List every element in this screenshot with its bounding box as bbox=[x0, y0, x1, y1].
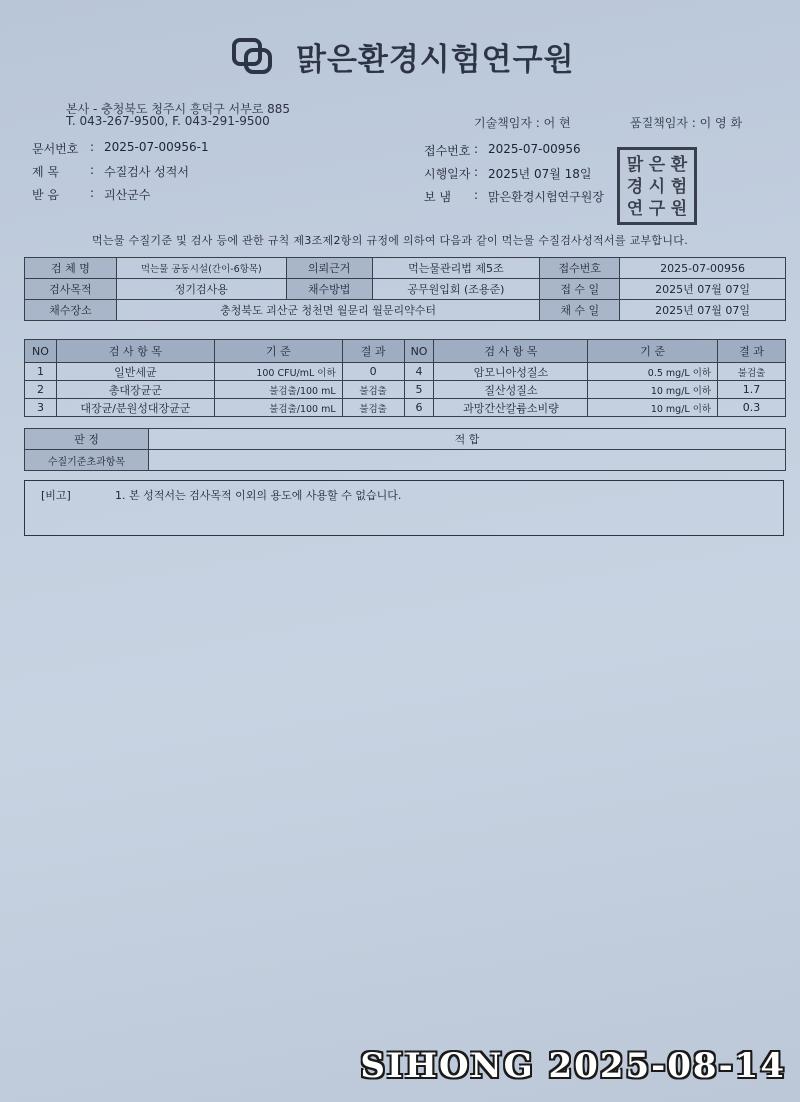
sampling-date-label: 채 수 일 bbox=[540, 300, 620, 321]
item-standard: 불검출/100 mL bbox=[214, 381, 342, 399]
seal-char: 경 bbox=[626, 177, 644, 197]
seal-char: 시 bbox=[648, 177, 666, 197]
seal-char: 구 bbox=[648, 199, 666, 219]
remarks-label: [비고] bbox=[41, 489, 71, 502]
header-item: 검 사 항 목 bbox=[434, 340, 588, 363]
date-watermark: SIHONG 2025-08-14 bbox=[360, 1046, 786, 1086]
colon: : bbox=[474, 188, 479, 202]
info-table bbox=[24, 257, 786, 321]
address-line: 본사 - 충청북도 청주시 흥덕구 서부로 885 bbox=[66, 102, 291, 116]
verdict-value: 적 합 bbox=[148, 429, 785, 450]
item-no: 6 bbox=[404, 399, 434, 417]
basis-label: 의뢰근거 bbox=[286, 258, 372, 279]
table-row bbox=[25, 363, 786, 381]
seal-char: 맑 bbox=[626, 155, 644, 175]
recipient-label: 받 음 bbox=[32, 188, 59, 202]
exceed-label: 수질기준초과항목 bbox=[25, 450, 149, 471]
test-items-table bbox=[24, 339, 786, 417]
item-name: 질산성질소 bbox=[434, 381, 588, 399]
item-result: 불검출 bbox=[342, 381, 404, 399]
item-name: 대장균/분원성대장균군 bbox=[56, 399, 214, 417]
subject: 수질검사 성적서 bbox=[104, 165, 189, 179]
item-no: 5 bbox=[404, 381, 434, 399]
item-standard: 0.5 mg/L 이하 bbox=[588, 363, 718, 381]
header-no: NO bbox=[404, 340, 434, 363]
remarks-text: 1. 본 성적서는 검사목적 이외의 용도에 사용할 수 없습니다. bbox=[115, 489, 402, 502]
statement: 먹는물 수질기준 및 검사 등에 관한 규칙 제3조제2항의 규정에 의하여 다음과 같이 먹는물 수질검사성적서를 교부합니다. bbox=[92, 234, 688, 247]
sampling-date: 2025년 07월 07일 bbox=[620, 300, 786, 321]
item-result: 불검출 bbox=[718, 363, 786, 381]
colon: : bbox=[90, 140, 95, 154]
item-name: 과망간산칼륨소비량 bbox=[434, 399, 588, 417]
official-seal bbox=[617, 147, 697, 225]
receipt-date: 2025년 07월 07일 bbox=[620, 279, 786, 300]
seal-char: 험 bbox=[670, 177, 688, 197]
method: 공무원입회 (조용준) bbox=[372, 279, 540, 300]
sample-label: 검 체 명 bbox=[25, 258, 117, 279]
sample: 먹는물 공동시설(간이-6항목) bbox=[116, 258, 286, 279]
receipt-date-label: 접 수 일 bbox=[540, 279, 620, 300]
colon: : bbox=[90, 186, 95, 200]
verdict-label: 판 정 bbox=[25, 429, 149, 450]
item-name: 일반세균 bbox=[56, 363, 214, 381]
colon: : bbox=[474, 165, 479, 179]
item-no: 3 bbox=[25, 399, 57, 417]
test-date: 2025년 07월 18일 bbox=[488, 167, 592, 181]
item-no: 2 bbox=[25, 381, 57, 399]
basis: 먹는물관리법 제5조 bbox=[372, 258, 540, 279]
place: 충청북도 괴산군 청천면 월문리 월문리약수터 bbox=[116, 300, 539, 321]
quality-manager: 품질책임자 : 이 영 화 bbox=[630, 116, 743, 130]
colon: : bbox=[474, 142, 479, 156]
sender-label: 보 냄 bbox=[424, 190, 451, 204]
phone-fax-line: T. 043-267-9500, F. 043-291-9500 bbox=[66, 114, 270, 128]
seal-char: 원 bbox=[670, 199, 688, 219]
receipt-no: 2025-07-00956 bbox=[620, 258, 786, 279]
seal-char: 은 bbox=[648, 155, 666, 175]
seal-char: 환 bbox=[670, 155, 688, 175]
test-date-label: 시행일자 bbox=[424, 167, 471, 181]
header-standard: 기 준 bbox=[588, 340, 718, 363]
subject-label: 제 목 bbox=[32, 165, 59, 179]
seal-char: 연 bbox=[626, 199, 644, 219]
header-no: NO bbox=[25, 340, 57, 363]
sender: 맑은환경시험연구원장 bbox=[488, 190, 604, 204]
org-logo-icon bbox=[232, 36, 272, 74]
colon: : bbox=[90, 163, 95, 177]
header-standard: 기 준 bbox=[214, 340, 342, 363]
item-result: 1.7 bbox=[718, 381, 786, 399]
tech-manager: 기술책임자 : 어 현 bbox=[474, 116, 571, 130]
item-standard: 10 mg/L 이하 bbox=[588, 399, 718, 417]
item-standard: 100 CFU/mL 이하 bbox=[214, 363, 342, 381]
item-no: 4 bbox=[404, 363, 434, 381]
header-result: 결 과 bbox=[342, 340, 404, 363]
item-name: 총대장균군 bbox=[56, 381, 214, 399]
receipt-no: 2025-07-00956 bbox=[488, 142, 581, 156]
header-item: 검 사 항 목 bbox=[56, 340, 214, 363]
remarks-box bbox=[24, 480, 784, 536]
table-row bbox=[25, 399, 786, 417]
item-no: 1 bbox=[25, 363, 57, 381]
method-label: 채수방법 bbox=[286, 279, 372, 300]
item-name: 암모니아성질소 bbox=[434, 363, 588, 381]
item-result: 0 bbox=[342, 363, 404, 381]
item-standard: 불검출/100 mL bbox=[214, 399, 342, 417]
doc-no: 2025-07-00956-1 bbox=[104, 140, 209, 154]
header-result: 결 과 bbox=[718, 340, 786, 363]
receipt-no-label: 접수번호 bbox=[424, 144, 471, 158]
verdict-table bbox=[24, 428, 786, 471]
item-result: 0.3 bbox=[718, 399, 786, 417]
item-result: 불검출 bbox=[342, 399, 404, 417]
purpose: 정기검사용 bbox=[116, 279, 286, 300]
place-label: 채수장소 bbox=[25, 300, 117, 321]
exceed-value bbox=[148, 450, 785, 471]
item-standard: 10 mg/L 이하 bbox=[588, 381, 718, 399]
recipient: 괴산군수 bbox=[104, 188, 151, 202]
table-row bbox=[25, 381, 786, 399]
org-name: 맑은환경시험연구원 bbox=[296, 42, 575, 78]
doc-no-label: 문서번호 bbox=[32, 142, 79, 156]
receipt-no-label: 접수번호 bbox=[540, 258, 620, 279]
purpose-label: 검사목적 bbox=[25, 279, 117, 300]
